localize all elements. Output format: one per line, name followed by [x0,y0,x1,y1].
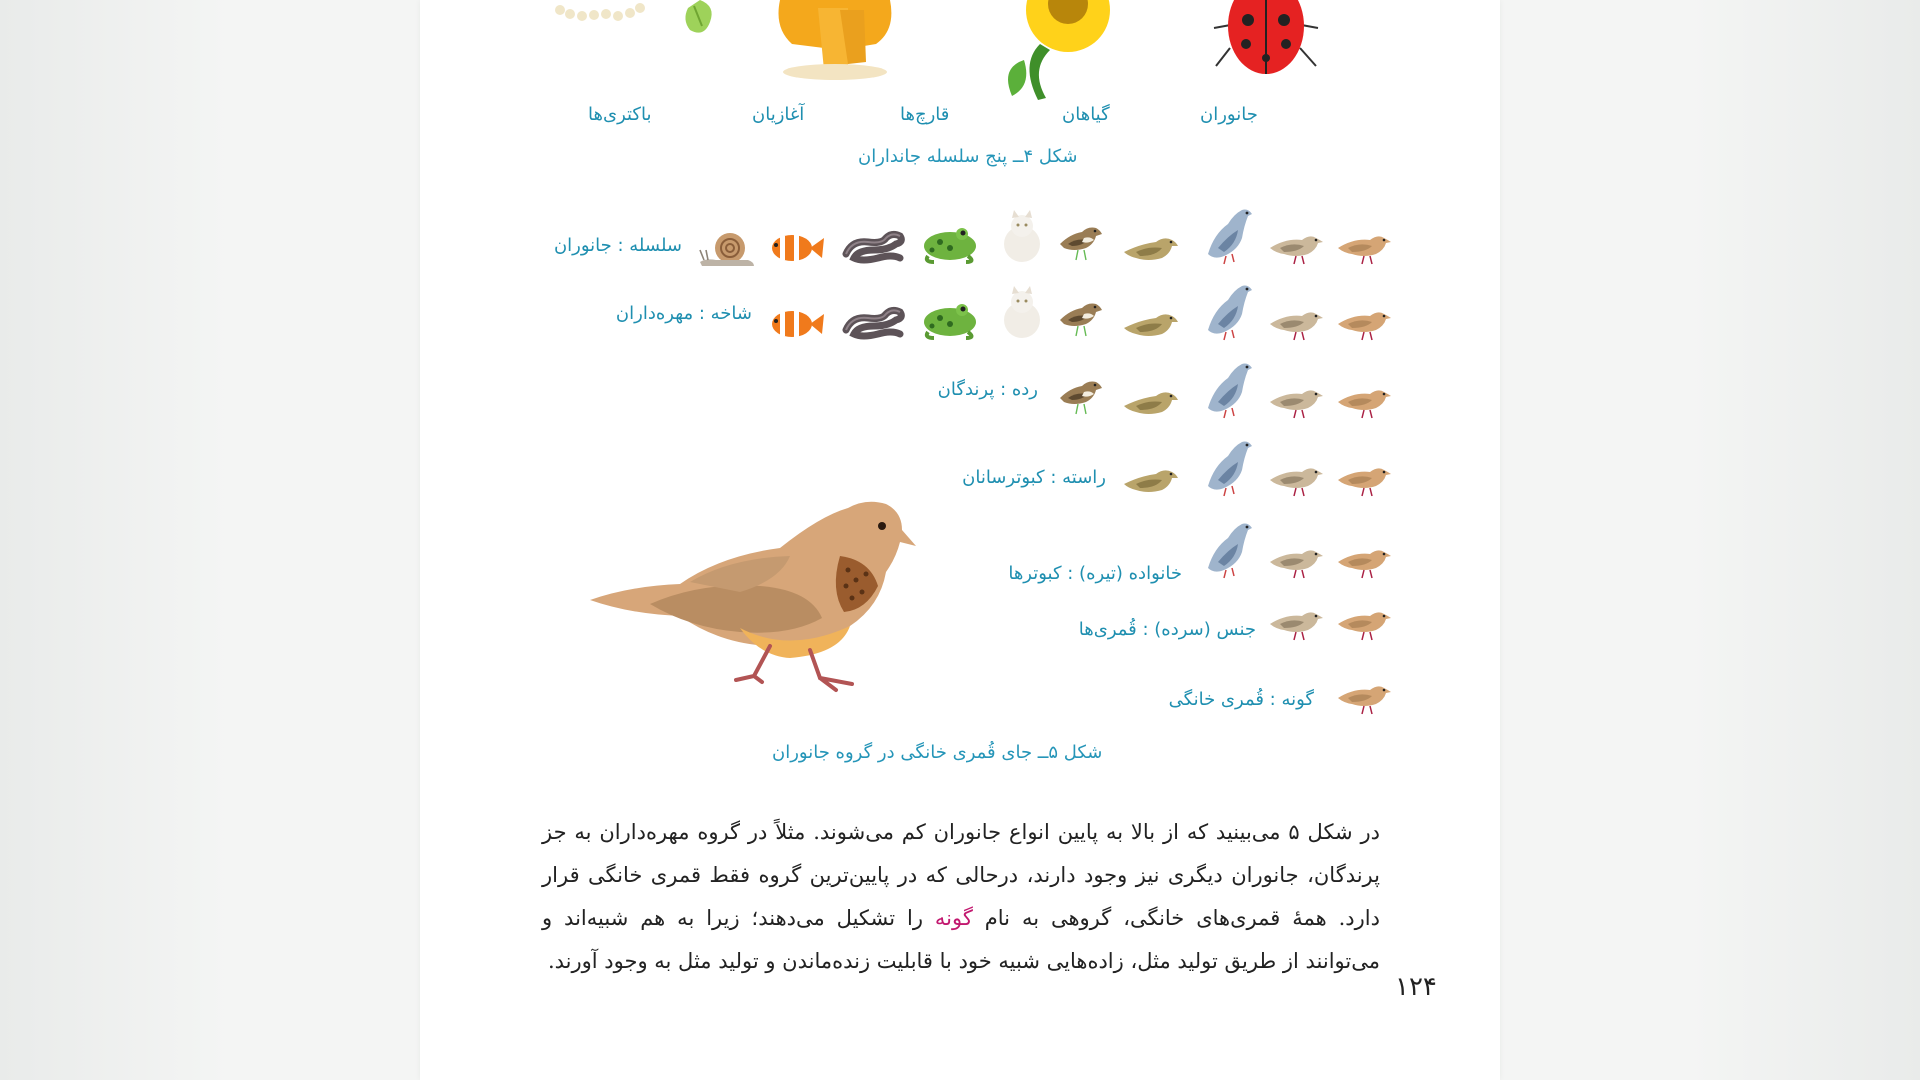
hierarchy-row-class [938,344,1396,424]
paragraph-highlight-term: گونه [934,906,973,930]
sandgrouse-icon [1122,226,1192,270]
frog-icon [920,220,994,270]
frog-icon [920,296,994,346]
kingdom-label-fungi: قارچ‌ها [900,104,950,125]
hierarchy-row-genus [1079,566,1396,646]
kingdom-label-protists: آغازیان [752,104,805,125]
laughing-dove-icon [1334,302,1396,346]
sandgrouse-icon [1122,380,1192,424]
ladybug-icon [1214,0,1318,74]
laughing-dove-icon [1334,676,1396,720]
cat-icon [1000,208,1048,270]
pigeon-icon [1198,358,1260,424]
hierarchy-row-species [1169,640,1396,720]
level-order-label: راسته : کبوترسانان [962,467,1106,488]
snail-icon [696,228,760,270]
bacteria-icon [555,3,645,21]
hierarchy-row-kingdom [554,190,1396,270]
kingdom-label-plants: گیاهان [1062,104,1110,125]
figure4-artwork [420,0,1500,100]
pigeon-icon [1198,204,1260,270]
turtle-dove-icon [1266,226,1328,270]
level-genus-label: جنس (سرده) : قُمری‌ها [1078,619,1256,640]
mushroom-icon [779,0,892,80]
sandgrouse-icon [1122,302,1192,346]
paragraph-text-after: را تشکیل می‌دهند؛ زیرا به هم شبیه‌اند و می‌توانند از طریق تولید مثل، زاده‌هایی شبیه خود با قابلیت زنده‌ماندن و تولید مثل به وجود آورند. [542,906,1380,973]
kingdom-label-animals: جانوران [1200,104,1258,125]
pigeon-icon [1198,436,1260,502]
sparrow-icon [1054,368,1116,424]
page-number: ۱۲۴ [1395,972,1437,1002]
laughing-dove-large-icon [590,486,950,696]
turtle-dove-icon [1266,302,1328,346]
protist-icon [685,0,711,33]
body-paragraph [542,811,1380,983]
sunflower-icon [1008,0,1110,100]
clownfish-icon [766,302,836,346]
level-kingdom-label: سلسله : جانوران [553,235,682,256]
level-family-label: خانواده (تیره) : کبوترها [1008,563,1182,584]
snake-icon [842,228,914,270]
turtle-dove-icon [1266,458,1328,502]
laughing-dove-icon [1334,458,1396,502]
sparrow-icon [1054,214,1116,270]
sparrow-icon [1054,290,1116,346]
paragraph-text-before: در شکل ۵ می‌بینید که از بالا به پایین انواع جانوران کم می‌شوند. مثلاً در گروه مهره‌داران به جز پرندگان، جانوران دیگری نیز وجود دارند، درحالی که در پایین‌ترین گروه فقط قمری خانگی قرار دارد. همهٔ قمری‌های خانگی، گروهی به نام [542,820,1380,930]
snake-icon [842,304,914,346]
figure5-caption: شکل ۵ــ جای قُمری خانگی در گروه جانوران [772,742,1103,763]
level-phylum-label: شاخه : مهره‌داران [615,303,752,324]
level-species-label: گونه : قُمری خانگی [1168,689,1314,710]
clownfish-icon [766,226,836,270]
laughing-dove-icon [1334,380,1396,424]
level-class-label: رده : پرندگان [937,379,1038,400]
pigeon-icon [1198,280,1260,346]
kingdom-label-bacteria: باکتری‌ها [588,104,652,125]
textbook-page [420,0,1500,1080]
figure4-caption: شکل ۴ــ پنج سلسله جانداران [858,146,1078,167]
laughing-dove-icon [1334,226,1396,270]
hierarchy-row-order [962,422,1396,502]
cat-icon [1000,284,1048,346]
sandgrouse-icon [1122,458,1192,502]
turtle-dove-icon [1266,380,1328,424]
hierarchy-row-phylum [616,266,1396,346]
